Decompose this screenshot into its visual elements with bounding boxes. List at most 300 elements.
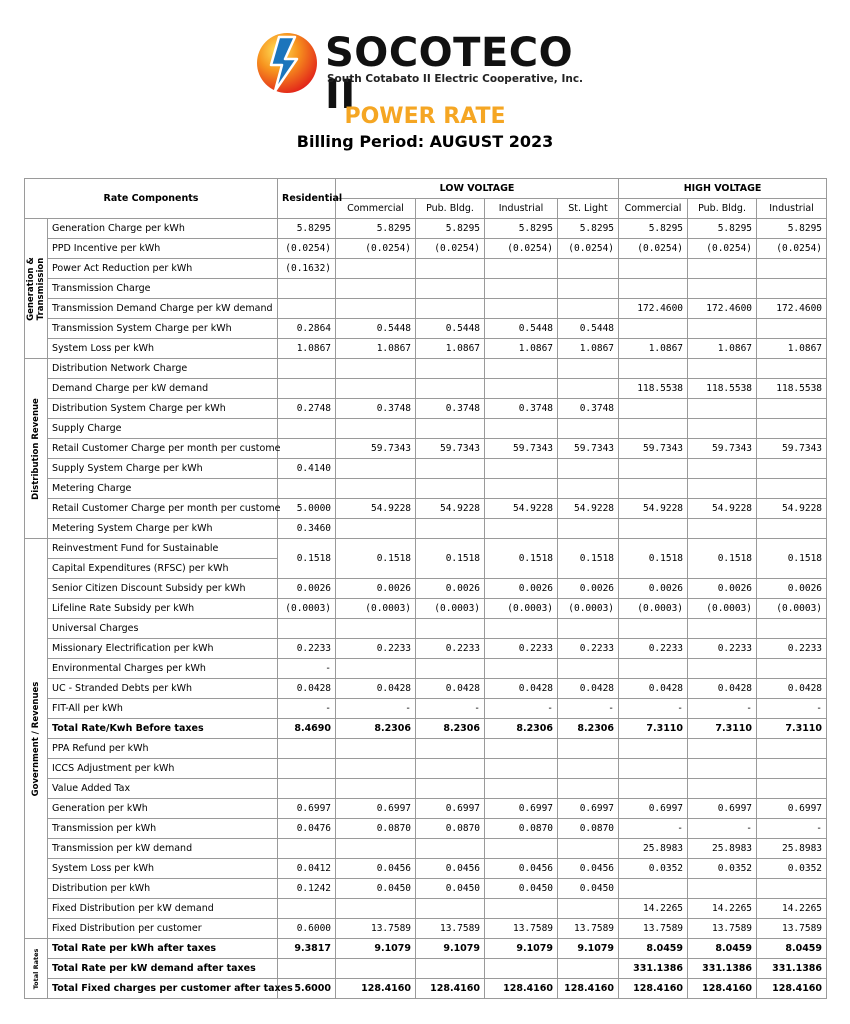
table-row <box>25 779 827 799</box>
rate-value: 0.0456 <box>416 859 485 879</box>
table-row <box>25 739 827 759</box>
rate-value: 0.2233 <box>619 639 688 659</box>
rate-value: 128.4160 <box>757 979 827 999</box>
rate-component-label: Transmission Charge <box>48 279 278 299</box>
rate-value <box>688 739 757 759</box>
rate-value: 0.3748 <box>558 399 619 419</box>
table-row <box>25 699 827 719</box>
rate-value: 0.0870 <box>558 819 619 839</box>
table-row <box>25 219 827 239</box>
table-row <box>25 599 827 619</box>
rate-value <box>688 879 757 899</box>
rate-value: 0.2233 <box>757 639 827 659</box>
rate-value <box>757 759 827 779</box>
rate-value <box>757 419 827 439</box>
rate-value <box>278 279 336 299</box>
rate-value <box>485 839 558 859</box>
table-row <box>25 859 827 879</box>
rate-value: 5.8295 <box>336 219 416 239</box>
table-row <box>25 659 827 679</box>
rate-value <box>558 419 619 439</box>
rate-value: - <box>688 699 757 719</box>
table-row <box>25 399 827 419</box>
rate-value <box>619 399 688 419</box>
rate-value <box>336 359 416 379</box>
rate-value <box>485 899 558 919</box>
rate-value: 13.7589 <box>619 919 688 939</box>
rate-value: 0.0428 <box>485 679 558 699</box>
rate-value <box>757 619 827 639</box>
rate-value: 0.0428 <box>619 679 688 699</box>
rate-value: 54.9228 <box>485 499 558 519</box>
rate-value: 59.7343 <box>757 439 827 459</box>
rate-component-label: UC - Stranded Debts per kWh <box>48 679 278 699</box>
rate-value: 5.8295 <box>558 219 619 239</box>
rate-value: 118.5538 <box>619 379 688 399</box>
rate-value <box>485 779 558 799</box>
rate-component-label: Metering System Charge per kWh <box>48 519 278 539</box>
rate-value <box>416 359 485 379</box>
rate-value: 8.0459 <box>688 939 757 959</box>
rate-value <box>278 419 336 439</box>
rate-value: 59.7343 <box>485 439 558 459</box>
rate-component-label: Demand Charge per kW demand <box>48 379 278 399</box>
rate-value: 331.1386 <box>688 959 757 979</box>
rate-value <box>416 279 485 299</box>
rate-value <box>688 319 757 339</box>
rate-value: (0.0003) <box>619 599 688 619</box>
table-row <box>25 579 827 599</box>
rate-value: 8.4690 <box>278 719 336 739</box>
rate-value: 0.1518 <box>278 539 336 579</box>
rate-value: 0.0476 <box>278 819 336 839</box>
rate-value <box>688 619 757 639</box>
rate-value <box>558 299 619 319</box>
rate-value: 0.0026 <box>619 579 688 599</box>
rate-value: 0.2233 <box>485 639 558 659</box>
rate-value <box>558 259 619 279</box>
rate-component-label: Total Rate/Kwh Before taxes <box>48 719 278 739</box>
rate-value <box>278 299 336 319</box>
rate-value <box>757 879 827 899</box>
rate-value: 0.5448 <box>416 319 485 339</box>
header-high-voltage: HIGH VOLTAGE <box>619 179 827 199</box>
rate-value <box>688 479 757 499</box>
rate-value <box>485 419 558 439</box>
rate-component-label: Total Fixed charges per customer after taxes <box>48 979 278 999</box>
group-label-dist <box>25 359 48 539</box>
rate-value: 8.2306 <box>416 719 485 739</box>
rate-value <box>416 379 485 399</box>
table-row <box>25 499 827 519</box>
rate-value <box>336 419 416 439</box>
rate-value: 9.1079 <box>485 939 558 959</box>
rate-value: 59.7343 <box>558 439 619 459</box>
header-residential: Residential <box>278 179 336 219</box>
rate-value: 0.6997 <box>558 799 619 819</box>
rate-value <box>336 899 416 919</box>
rate-value <box>485 359 558 379</box>
rate-value: 0.0026 <box>757 579 827 599</box>
rate-value: 13.7589 <box>558 919 619 939</box>
group-label-text: Distribution Revenue <box>31 397 41 500</box>
rate-value <box>416 519 485 539</box>
header-lv-commercial: Commercial <box>336 199 416 219</box>
rate-value <box>416 419 485 439</box>
rate-value: (0.0003) <box>416 599 485 619</box>
rate-value: (0.0254) <box>416 239 485 259</box>
rate-value: 0.6997 <box>688 799 757 819</box>
rate-value: 25.8983 <box>757 839 827 859</box>
rate-value: (0.0003) <box>558 599 619 619</box>
rate-value: 0.1518 <box>757 539 827 579</box>
rate-value: 25.8983 <box>619 839 688 859</box>
rate-value <box>688 279 757 299</box>
rate-value <box>278 839 336 859</box>
rate-value <box>619 259 688 279</box>
rate-value: 8.2306 <box>336 719 416 739</box>
rate-value <box>688 419 757 439</box>
rate-value <box>619 359 688 379</box>
rate-value: (0.0003) <box>336 599 416 619</box>
rate-value: 0.6000 <box>278 919 336 939</box>
rate-value: 1.0867 <box>558 339 619 359</box>
rate-value: 13.7589 <box>485 919 558 939</box>
rate-value: (0.0254) <box>558 239 619 259</box>
rate-value <box>278 739 336 759</box>
rate-value: 9.1079 <box>336 939 416 959</box>
rate-value <box>757 479 827 499</box>
rate-value <box>619 659 688 679</box>
header-hv-commercial: Commercial <box>619 199 688 219</box>
table-row <box>25 819 827 839</box>
rate-value: 0.2233 <box>558 639 619 659</box>
group-label-gen <box>25 219 48 359</box>
rate-value <box>416 839 485 859</box>
rate-value <box>485 519 558 539</box>
table-row <box>25 519 827 539</box>
rate-value: 13.7589 <box>688 919 757 939</box>
rate-value <box>485 459 558 479</box>
rate-value: 0.0352 <box>688 859 757 879</box>
table-row <box>25 919 827 939</box>
rate-value <box>688 659 757 679</box>
rate-value: 0.6997 <box>278 799 336 819</box>
rate-value <box>558 779 619 799</box>
rate-value <box>688 779 757 799</box>
rate-value <box>757 519 827 539</box>
rate-value: 0.1242 <box>278 879 336 899</box>
rate-value <box>278 959 336 979</box>
rate-component-label: PPD Incentive per kWh <box>48 239 278 259</box>
rate-value: - <box>619 699 688 719</box>
rate-value: 0.0450 <box>336 879 416 899</box>
table-row <box>25 319 827 339</box>
rate-value: 0.0450 <box>416 879 485 899</box>
rate-value: 54.9228 <box>416 499 485 519</box>
rate-value: 9.3817 <box>278 939 336 959</box>
rate-component-label: Retail Customer Charge per month per custome <box>48 439 278 459</box>
rate-value <box>485 279 558 299</box>
rate-value: 9.1079 <box>558 939 619 959</box>
rate-value <box>278 439 336 459</box>
rate-value <box>757 359 827 379</box>
rate-value: 54.9228 <box>558 499 619 519</box>
rate-value <box>558 959 619 979</box>
rate-value: 128.4160 <box>619 979 688 999</box>
rate-value: - <box>619 819 688 839</box>
rate-component-label: Power Act Reduction per kWh <box>48 259 278 279</box>
rate-value <box>336 299 416 319</box>
rate-value: 172.4600 <box>688 299 757 319</box>
rate-value: 0.6997 <box>416 799 485 819</box>
rate-value: 1.0867 <box>688 339 757 359</box>
rate-value <box>558 619 619 639</box>
group-label-text: Generation & Transmission <box>26 256 46 321</box>
rate-value <box>416 779 485 799</box>
rate-value <box>619 519 688 539</box>
page-title: POWER RATE <box>344 104 506 129</box>
rate-value <box>619 459 688 479</box>
rate-component-label: Transmission Demand Charge per kW demand <box>48 299 278 319</box>
rate-component-label: System Loss per kWh <box>48 859 278 879</box>
rate-value: - <box>278 699 336 719</box>
rate-value: 59.7343 <box>336 439 416 459</box>
group-label-tot <box>25 939 48 999</box>
rate-value <box>485 739 558 759</box>
rate-value: 9.1079 <box>416 939 485 959</box>
rate-value <box>485 259 558 279</box>
header-hv-industrial: Industrial <box>757 199 827 219</box>
rate-component-label: Missionary Electrification per kWh <box>48 639 278 659</box>
rate-value <box>336 519 416 539</box>
rate-value <box>619 879 688 899</box>
rate-value: 0.2233 <box>336 639 416 659</box>
rate-value <box>757 739 827 759</box>
rate-value: 0.0456 <box>336 859 416 879</box>
rate-value: 0.0026 <box>558 579 619 599</box>
rate-value <box>278 479 336 499</box>
rate-value <box>416 299 485 319</box>
rate-value: 1.0867 <box>336 339 416 359</box>
rate-value <box>416 899 485 919</box>
rate-value <box>336 739 416 759</box>
rate-value <box>336 619 416 639</box>
rate-value: 0.2864 <box>278 319 336 339</box>
header-lv-st-light: St. Light <box>558 199 619 219</box>
rate-value: 0.0870 <box>416 819 485 839</box>
rate-value: (0.0003) <box>688 599 757 619</box>
rate-value: (0.0254) <box>485 239 558 259</box>
rate-value: 0.0026 <box>416 579 485 599</box>
rate-value: (0.0003) <box>757 599 827 619</box>
rate-component-label: System Loss per kWh <box>48 339 278 359</box>
rate-value <box>558 839 619 859</box>
rate-value <box>688 519 757 539</box>
rate-value <box>757 779 827 799</box>
rate-value: 0.2233 <box>278 639 336 659</box>
rate-value <box>558 739 619 759</box>
rate-value: 54.9228 <box>688 499 757 519</box>
rate-value <box>336 279 416 299</box>
rate-value: 0.0352 <box>619 859 688 879</box>
rate-value: (0.0254) <box>336 239 416 259</box>
rate-component-label: Capital Expenditures (RFSC) per kWh <box>48 559 278 579</box>
rate-value: 0.1518 <box>619 539 688 579</box>
rate-value <box>485 619 558 639</box>
table-row <box>25 419 827 439</box>
rate-component-label: FIT-All per kWh <box>48 699 278 719</box>
rate-value: (0.1632) <box>278 259 336 279</box>
rate-value: 0.3460 <box>278 519 336 539</box>
rate-value: 59.7343 <box>416 439 485 459</box>
rate-value <box>619 739 688 759</box>
rate-value <box>688 759 757 779</box>
table-row <box>25 359 827 379</box>
rate-value <box>485 659 558 679</box>
rate-value: - <box>336 699 416 719</box>
billing-period: Billing Period: AUGUST 2023 <box>296 132 554 151</box>
brand-name: SOCOTECO II <box>325 30 574 118</box>
rate-value <box>558 659 619 679</box>
rate-value <box>416 659 485 679</box>
rate-value: 128.4160 <box>558 979 619 999</box>
table-row <box>25 639 827 659</box>
rate-value: 0.6997 <box>757 799 827 819</box>
rate-value: 1.0867 <box>485 339 558 359</box>
rate-value: 0.0450 <box>558 879 619 899</box>
table-row <box>25 619 827 639</box>
rate-value: 14.2265 <box>619 899 688 919</box>
rate-value <box>485 479 558 499</box>
rate-value: 0.0428 <box>688 679 757 699</box>
rate-value: 0.0870 <box>485 819 558 839</box>
rate-value: - <box>757 819 827 839</box>
rate-value: 0.0870 <box>336 819 416 839</box>
rate-value: 25.8983 <box>688 839 757 859</box>
rate-value: 54.9228 <box>757 499 827 519</box>
rate-component-label: Environmental Charges per kWh <box>48 659 278 679</box>
rate-value <box>336 659 416 679</box>
rate-value <box>558 279 619 299</box>
rate-value: 0.6997 <box>336 799 416 819</box>
rate-value: 0.0026 <box>485 579 558 599</box>
rate-value: (0.0254) <box>619 239 688 259</box>
rate-component-label: Transmission per kW demand <box>48 839 278 859</box>
rate-value <box>757 399 827 419</box>
rate-value: 8.0459 <box>619 939 688 959</box>
table-row <box>25 479 827 499</box>
rate-value: 0.5448 <box>558 319 619 339</box>
rate-value <box>619 479 688 499</box>
rate-value <box>416 619 485 639</box>
rate-value: 0.2233 <box>688 639 757 659</box>
rate-value <box>688 399 757 419</box>
rate-value: 1.0867 <box>416 339 485 359</box>
rate-value: 172.4600 <box>619 299 688 319</box>
rate-value: 0.3748 <box>336 399 416 419</box>
rate-value: 59.7343 <box>619 439 688 459</box>
rate-value: 13.7589 <box>336 919 416 939</box>
rate-value: 331.1386 <box>757 959 827 979</box>
table-row <box>25 299 827 319</box>
rate-component-label: Generation Charge per kWh <box>48 219 278 239</box>
rate-value <box>278 619 336 639</box>
rate-value: 0.5448 <box>336 319 416 339</box>
rate-value: 128.4160 <box>336 979 416 999</box>
table-row <box>25 839 827 859</box>
rate-value <box>278 359 336 379</box>
rate-component-label: Universal Charges <box>48 619 278 639</box>
rate-value: 7.3110 <box>757 719 827 739</box>
table-row <box>25 679 827 699</box>
group-label-text: Government / Revenues <box>31 681 41 796</box>
rate-value <box>336 379 416 399</box>
rate-value: 0.1518 <box>558 539 619 579</box>
rate-value: 8.2306 <box>485 719 558 739</box>
lightning-globe-icon <box>255 31 319 95</box>
rate-component-label: Distribution Network Charge <box>48 359 278 379</box>
table-row <box>25 459 827 479</box>
table-row <box>25 979 827 999</box>
rate-value <box>278 759 336 779</box>
rate-value <box>336 259 416 279</box>
table-row <box>25 939 827 959</box>
table-row <box>25 259 827 279</box>
rate-value <box>757 659 827 679</box>
rate-value <box>336 839 416 859</box>
table-row <box>25 339 827 359</box>
rate-value: 5.8295 <box>416 219 485 239</box>
table-row <box>25 719 827 739</box>
rate-value <box>278 779 336 799</box>
rate-value: 0.0456 <box>485 859 558 879</box>
rate-component-label: Senior Citizen Discount Subsidy per kWh <box>48 579 278 599</box>
rate-value <box>336 959 416 979</box>
rate-value <box>485 959 558 979</box>
table-row <box>25 539 827 559</box>
rate-value: (0.0003) <box>278 599 336 619</box>
rate-value: 54.9228 <box>336 499 416 519</box>
rate-value <box>619 319 688 339</box>
rate-value: 0.6997 <box>485 799 558 819</box>
table-row <box>25 959 827 979</box>
rate-value: 5.8295 <box>757 219 827 239</box>
rate-value <box>619 419 688 439</box>
rate-value: 5.6000 <box>278 979 336 999</box>
rate-value <box>278 379 336 399</box>
rate-component-label: Distribution per kWh <box>48 879 278 899</box>
rate-value <box>757 259 827 279</box>
rate-value <box>336 779 416 799</box>
rate-value: 118.5538 <box>757 379 827 399</box>
rate-component-label: Distribution System Charge per kWh <box>48 399 278 419</box>
rate-value: 5.8295 <box>278 219 336 239</box>
rate-component-label: Supply Charge <box>48 419 278 439</box>
table-row <box>25 279 827 299</box>
rate-value <box>619 759 688 779</box>
rate-value: - <box>558 699 619 719</box>
rate-value: (0.0254) <box>688 239 757 259</box>
rate-component-label: Reinvestment Fund for Sustainable <box>48 539 278 559</box>
rate-value <box>416 479 485 499</box>
rate-value: 0.0450 <box>485 879 558 899</box>
rate-component-label: Transmission System Charge per kWh <box>48 319 278 339</box>
rate-value: 0.0428 <box>558 679 619 699</box>
rate-value: 14.2265 <box>688 899 757 919</box>
rate-value <box>558 519 619 539</box>
rate-value: - <box>688 819 757 839</box>
